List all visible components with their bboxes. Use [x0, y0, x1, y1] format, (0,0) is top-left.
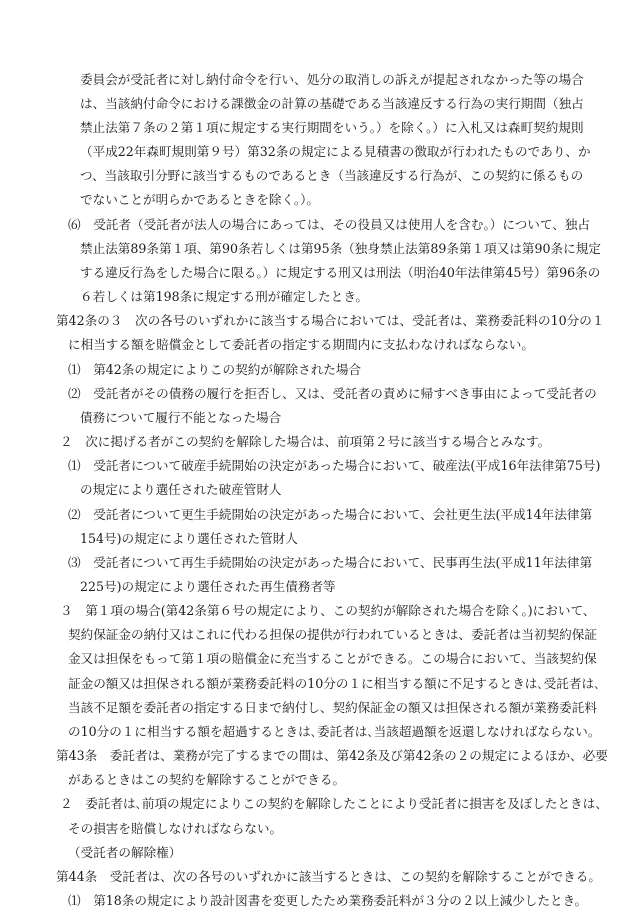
section-heading: （受託者の解除権） [68, 845, 182, 860]
text-line: 金又は担保をもって第１項の賠償金に充当することができる。この場合において、当該契約保 [68, 651, 597, 666]
text-line: ６若しくは第198条に規定する刑が確定したとき。 [80, 289, 369, 304]
text-line: ２ 次に掲げる者がこの契約を解除した場合は、前項第２号に該当する場合とみなす。 [60, 434, 551, 449]
text-line: 第43条 委託者は、業務が完了するまでの間は、第42条及び第42条の２の規定によるほか、必要 [56, 748, 608, 763]
text-line: 第44条 受託者は、次の各号のいずれかに該当するときは、この契約を解除することができる。 [56, 869, 601, 884]
text-line: ⑵ 受託者について更生手続開始の決定があった場合において、会社更生法(平成14年法律第 [68, 507, 593, 522]
text-line: 225号)の規定により選任された再生債務者等 [80, 579, 336, 594]
text-line: ⑵ 受託者がその債務の履行を拒否し、又は、受託者の責めに帰すべき事由によって受託者の [68, 386, 597, 401]
text-line: ２ 委託者は､前項の規定によりこの契約を解除したことにより受託者に損害を及ぼしたときは、 [60, 796, 608, 811]
text-line: の10分の１に相当する額を超過するときは､委託者は､当該超過額を返還しなければならない。 [68, 724, 601, 739]
text-line: 証金の額又は担保される額が業務委託料の10分の１に相当する額に不足するときは､受託者は､ [68, 676, 601, 691]
text-line: 154号)の規定により選任された管財人 [80, 531, 298, 546]
text-line: ⑶ 受託者について再生手続開始の決定があった場合において、民事再生法(平成11年法律第 [68, 555, 593, 570]
text-line: でないことが明らかであるときを除く。）。 [80, 192, 320, 207]
text-line: 契約保証金の納付又はこれに代わる担保の提供が行われているときは、委託者は当初契約保証 [68, 627, 597, 642]
text-line: ⑹ 受託者（受託者が法人の場合にあっては、その役員又は使用人を含む。）について、独占 [68, 217, 591, 232]
text-line: 禁止法第89条第１項、第90条若しくは第95条（独身禁止法第89条第１項又は第90条に規定 [80, 241, 601, 256]
text-line: ⑴ 第18条の規定により設計図書を変更したため業務委託料が３分の２以上減少したとき。 [68, 893, 588, 908]
text-line: する違反行為をした場合に限る。）に規定する刑又は刑法（明治40年法律第45号）第96条の [80, 265, 601, 280]
text-line: 禁止法第７条の２第１項に規定する実行期間をいう。）を除く。）に入札又は森町契約規則 [80, 120, 584, 135]
text-line: 委員会が受託者に対し納付命令を行い、処分の取消しの訴えが提起されなかった等の場合 [80, 72, 584, 87]
text-line: その損害を賠償しなければならない。 [68, 821, 283, 836]
text-line: 当該不足額を委託者の指定する日まで納付し、契約保証金の額又は担保される額が業務委託料 [68, 700, 597, 715]
text-line: は、当該納付命令における課徴金の計算の基礎である当該違反する行為の実行期間（独占 [80, 96, 584, 111]
text-line: ⑴ 第42条の規定によりこの契約が解除された場合 [68, 362, 362, 377]
text-line: ３ 第１項の場合(第42条第６号の規定により、この契約が解除された場合を除く。)において、 [60, 603, 596, 618]
text-line: 債務について履行不能となった場合 [80, 410, 282, 425]
text-line: の規定により選任された破産管財人 [80, 482, 282, 497]
text-line: つ、当該取引分野に該当するものであるとき（当該違反する行為が、この契約に係るもの [80, 168, 584, 183]
text-line: （平成22年森町規則第９号）第32条の規定による見積書の徴取が行われたものであり、か [80, 144, 591, 159]
text-line: に相当する額を賠償金として委託者の指定する期間内に支払わなければならない。 [68, 337, 534, 352]
text-line: があるときはこの契約を解除することができる。 [68, 772, 346, 787]
text-line: ⑴ 受託者について破産手続開始の決定があった場合において、破産法(平成16年法律第75号) [68, 458, 601, 473]
text-line: 第42条の３ 次の各号のいずれかに該当する場合においては、受託者は、業務委託料の10分の１ [56, 313, 605, 328]
